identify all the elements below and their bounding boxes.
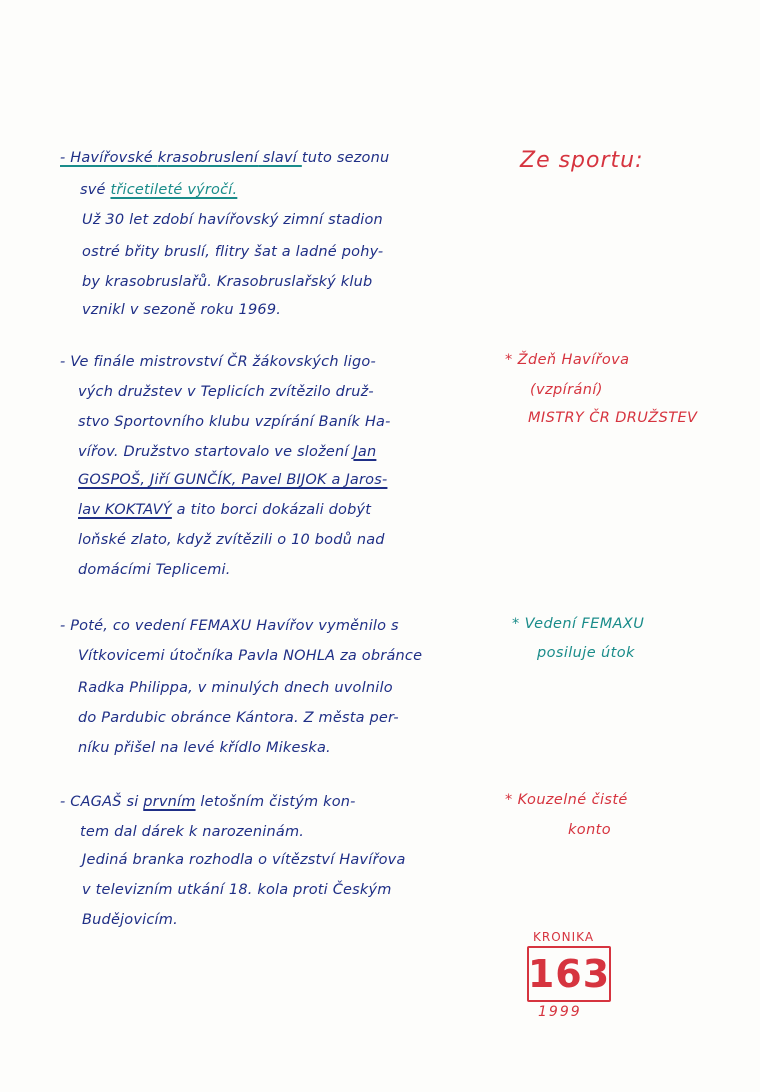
text-line bbox=[82, 882, 392, 898]
text-segment: GOSPOŠ, Jiří GUNČÍK, Pavel BIJOK a Jaros- bbox=[78, 472, 388, 488]
margin-note-femax-line-1: * Vedení FEMAXU bbox=[512, 616, 645, 632]
text-line bbox=[82, 244, 383, 260]
margin-note-weightlifting-line-3: MISTRY ČR DRUŽSTEV bbox=[528, 410, 698, 426]
margin-note-femax-line-2: posiluje útok bbox=[537, 645, 635, 661]
margin-note-clean-sheet-line-2: konto bbox=[568, 822, 612, 838]
text-line bbox=[82, 274, 372, 290]
text-line bbox=[60, 150, 389, 166]
margin-note-clean-sheet-line-1: * Kouzelné čisté bbox=[505, 792, 628, 808]
text-line bbox=[60, 794, 356, 810]
text-line bbox=[82, 302, 281, 318]
text-segment: své bbox=[80, 182, 111, 198]
text-line bbox=[82, 912, 178, 928]
text-line bbox=[78, 472, 387, 488]
text-line bbox=[78, 680, 393, 696]
text-segment: - CAGAŠ si bbox=[60, 794, 144, 810]
text-segment: domácími Teplicemi. bbox=[78, 562, 231, 578]
text-line bbox=[78, 532, 385, 548]
margin-note-weightlifting-line-2: (vzpírání) bbox=[530, 382, 603, 398]
text-segment: Budějovicím. bbox=[82, 912, 178, 928]
text-segment: - Ve finále mistrovství ČR žákovských ligo- bbox=[60, 354, 376, 370]
text-line bbox=[78, 384, 374, 400]
text-line bbox=[80, 182, 237, 198]
page-number-box: 163 bbox=[527, 946, 611, 1002]
text-line bbox=[78, 444, 376, 460]
margin-note-weightlifting-line-1: * Ždeň Havířova bbox=[505, 352, 630, 368]
text-segment: a tito borci dokázali dobýt bbox=[171, 502, 372, 518]
text-segment: Už 30 let zdobí havířovský zimní stadion bbox=[82, 212, 383, 228]
text-line bbox=[78, 648, 422, 664]
text-segment: do Pardubic obránce Kántora. Z města per- bbox=[78, 710, 399, 726]
text-line bbox=[78, 562, 231, 578]
text-segment: třicetileté výročí. bbox=[110, 182, 238, 198]
text-segment: slaví bbox=[258, 150, 302, 166]
chronicle-label: KRONIKA bbox=[533, 930, 595, 944]
text-line bbox=[60, 354, 376, 370]
section-heading: Ze sportu: bbox=[520, 148, 644, 173]
text-segment: loňské zlato, když zvítězili o 10 bodů nad bbox=[78, 532, 385, 548]
text-segment: vznikl v sezoně roku 1969. bbox=[82, 302, 282, 318]
text-segment: - Havířovské bbox=[60, 150, 158, 166]
text-segment: tem dal dárek k narozeninám. bbox=[80, 824, 305, 840]
text-segment: vířov. Družstvo startovalo ve složení bbox=[78, 444, 354, 460]
text-line bbox=[60, 618, 399, 634]
text-segment: vých družstev v Teplicích zvítězilo druž- bbox=[78, 384, 374, 400]
text-line bbox=[78, 740, 331, 756]
text-line bbox=[82, 212, 383, 228]
text-segment: Jediná branka rozhodla o vítězství Havířova bbox=[82, 852, 406, 868]
text-segment: by krasobruslařů. Krasobruslařský klub bbox=[82, 274, 373, 290]
text-segment: krasobruslení bbox=[157, 150, 259, 166]
text-segment: stvo Sportovního klubu vzpírání Baník Ha- bbox=[78, 414, 391, 430]
text-segment: Vítkovicemi útočníka Pavla NOHLA za obránce bbox=[78, 648, 423, 664]
text-line bbox=[78, 710, 399, 726]
text-segment: - Poté, co vedení FEMAXU Havířov vyměnilo s bbox=[60, 618, 399, 634]
text-line bbox=[80, 824, 304, 840]
text-segment: níku přišel na levé křídlo Mikeska. bbox=[78, 740, 331, 756]
text-line bbox=[82, 852, 406, 868]
chronicle-year: 1999 bbox=[538, 1004, 582, 1020]
text-segment: Radka Philippa, v minulých dnech uvolnilo bbox=[78, 680, 393, 696]
text-line bbox=[78, 414, 391, 430]
text-segment: lav KOKTAVÝ bbox=[78, 502, 172, 518]
text-segment: letošním čistým kon- bbox=[195, 794, 356, 810]
text-segment: tuto sezonu bbox=[301, 150, 390, 166]
text-segment: v televizním utkání 18. kola proti Českým bbox=[82, 882, 392, 898]
text-segment: prvním bbox=[143, 794, 196, 810]
text-segment: ostré břity bruslí, flitry šat a ladné pohy- bbox=[82, 244, 384, 260]
text-line bbox=[78, 502, 371, 518]
text-segment: Jan bbox=[353, 444, 377, 460]
